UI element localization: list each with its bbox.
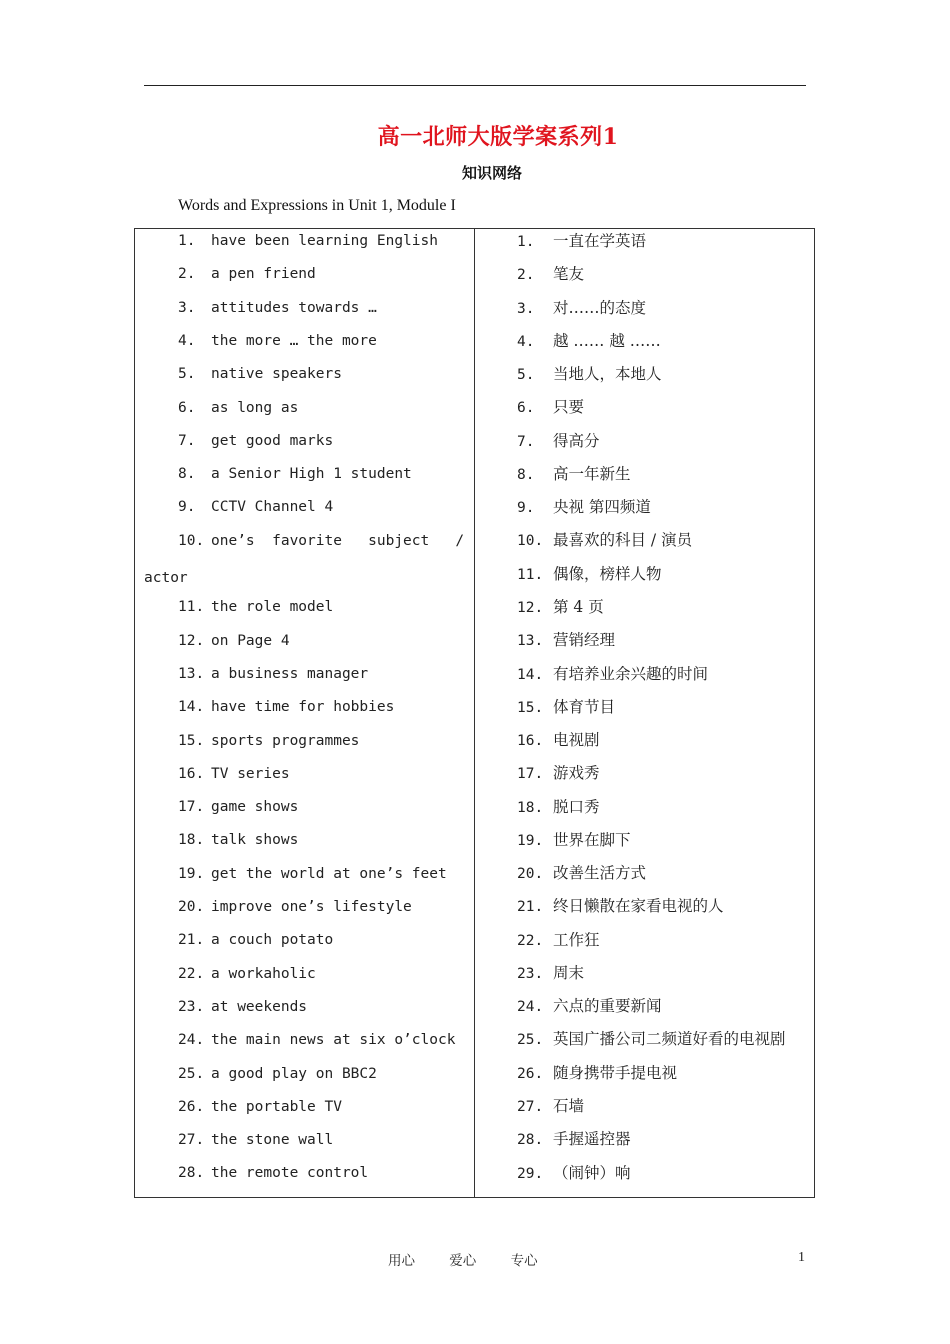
item-number: 14. [517, 666, 544, 683]
item-number: 11. [517, 566, 544, 583]
list-item [517, 763, 600, 784]
list-item [178, 697, 394, 717]
list-item [517, 664, 708, 685]
item-number: 24. [178, 1032, 205, 1049]
item-number: 2. [178, 266, 196, 283]
item-number: 23. [178, 998, 205, 1015]
item-number: 6. [517, 400, 535, 417]
item-number: 16. [517, 733, 544, 750]
item-number: 27. [517, 1099, 544, 1116]
list-item [178, 997, 307, 1017]
list-item [178, 398, 298, 418]
item-text: the main news at six o’clock [211, 1032, 456, 1049]
section-subtitle: 知识网络 [461, 164, 522, 182]
item-text: the stone wall [211, 1132, 334, 1149]
item-number: 9. [178, 499, 196, 516]
item-text: improve one’s lifestyle [211, 899, 412, 915]
item-number: 4. [517, 333, 535, 350]
item-text: attitudes towards … [211, 299, 377, 316]
item-text: one’s favorite subject / [211, 532, 465, 549]
item-text: the remote control [211, 1165, 369, 1182]
list-item [178, 964, 316, 984]
item-number: 10. [178, 532, 205, 549]
item-text: game shows [211, 799, 299, 816]
item-number: 22. [517, 932, 544, 949]
item-text: 世界在脚下 [553, 830, 631, 849]
item-number: 29. [517, 1165, 544, 1182]
list-item [178, 731, 359, 751]
item-number: 9. [517, 500, 535, 517]
item-text: a Senior High 1 student [211, 466, 412, 483]
list-item [517, 863, 646, 884]
item-text: have time for hobbies [211, 699, 395, 716]
list-item [517, 996, 662, 1017]
item-text: 高一年新生 [553, 464, 631, 483]
item-number: 3. [517, 300, 535, 317]
item-text: a pen friend [211, 266, 316, 283]
list-item [517, 1096, 584, 1117]
item-text: 只要 [553, 398, 585, 417]
item-number: 17. [178, 799, 205, 816]
item-number: 28. [517, 1132, 544, 1149]
item-number: 28. [178, 1165, 205, 1182]
item-text: 石墙 [553, 1097, 585, 1116]
item-number: 13. [178, 665, 205, 682]
item-number: 27. [178, 1132, 205, 1149]
footer-word: 用心 [388, 1253, 415, 1269]
item-text: 央视 第四频道 [553, 498, 651, 517]
item-text: a workaholic [211, 965, 316, 982]
item-text: 越 …… 越 …… [553, 331, 661, 350]
item-number: 15. [178, 732, 205, 749]
list-item [178, 764, 290, 784]
item-number: 14. [178, 699, 205, 716]
item-text: TV series [211, 765, 290, 782]
list-item [178, 231, 438, 251]
item-text: a couch potato [211, 932, 334, 949]
list-item [178, 1097, 342, 1117]
list-item [517, 331, 661, 352]
list-item [517, 896, 724, 917]
item-text: have been learning English [211, 233, 438, 249]
list-item [178, 497, 333, 517]
list-item [178, 1130, 333, 1150]
intro-line: Words and Expressions in Unit 1, Module I [178, 197, 456, 214]
item-text: 周末 [553, 963, 585, 982]
item-text: a business manager [211, 665, 369, 682]
item-number: 11. [178, 599, 205, 616]
header-rule [144, 85, 806, 86]
item-number: 10. [517, 533, 544, 550]
footer-word: 爱心 [449, 1253, 477, 1269]
item-number: 20. [178, 899, 205, 915]
list-item [178, 431, 333, 451]
list-item [178, 930, 333, 950]
item-number: 12. [178, 632, 205, 649]
list-item [178, 1163, 368, 1183]
list-item [178, 664, 368, 684]
item-text: 脱口秀 [553, 797, 600, 816]
item-text: 第 4 页 [553, 597, 604, 616]
item-number: 13. [517, 633, 544, 650]
page-number: 1 [798, 1250, 805, 1265]
item-number: 17. [517, 766, 544, 783]
item-text: 最喜欢的科目 / 演员 [553, 531, 693, 550]
page-title: 高一北师大版学案系列1 [377, 124, 619, 150]
list-item [517, 431, 600, 452]
item-number: 5. [517, 367, 535, 384]
list-item [517, 930, 600, 951]
item-text: sports programmes [211, 732, 360, 749]
list-item [517, 1163, 631, 1184]
item-text: on Page 4 [211, 632, 290, 649]
list-item [517, 1129, 631, 1150]
list-item [178, 264, 316, 284]
item-number: 4. [178, 332, 196, 349]
item-text: 得高分 [553, 431, 600, 450]
item-text: 营销经理 [553, 631, 616, 650]
item-text: as long as [211, 399, 299, 416]
item-text: 终日懒散在家看电视的人 [553, 897, 724, 916]
item-text: the more … the more [211, 332, 377, 349]
list-item [178, 1030, 455, 1050]
item-text: 工作狂 [553, 930, 600, 949]
item-number: 26. [517, 1065, 544, 1082]
item-number: 5. [178, 366, 196, 383]
item-text: 笔友 [553, 265, 585, 284]
list-item [517, 630, 615, 651]
list-item-continuation: actor [144, 570, 188, 586]
item-number: 25. [178, 1065, 205, 1082]
item-number: 19. [178, 865, 205, 882]
list-item [517, 231, 646, 252]
item-text: 体育节目 [553, 697, 616, 716]
list-item [178, 364, 342, 384]
item-number: 3. [178, 299, 196, 316]
item-number: 19. [517, 832, 544, 849]
footer-word: 专心 [510, 1253, 538, 1269]
item-number: 16. [178, 765, 205, 782]
item-number: 12. [517, 599, 544, 616]
item-number: 8. [178, 466, 196, 483]
item-number: 18. [178, 832, 205, 849]
list-item [517, 564, 662, 585]
item-number: 18. [517, 799, 544, 816]
list-item [517, 963, 584, 984]
item-number: 20. [517, 866, 544, 883]
item-text: the role model [211, 599, 334, 616]
item-text: get good marks [211, 432, 334, 449]
item-text: talk shows [211, 832, 299, 849]
item-text: a good play on BBC2 [211, 1065, 377, 1082]
list-item [517, 1029, 786, 1050]
list-item [517, 497, 651, 518]
list-item [178, 331, 377, 351]
item-text: 游戏秀 [553, 764, 600, 783]
item-number: 1. [178, 233, 196, 249]
item-number: 26. [178, 1098, 205, 1115]
list-item [517, 264, 584, 285]
column-divider [474, 228, 475, 1198]
item-number: 24. [517, 999, 544, 1016]
list-item [178, 531, 464, 551]
item-number: 7. [178, 432, 196, 449]
list-item [517, 730, 600, 751]
list-item [178, 1064, 377, 1084]
list-item [517, 530, 692, 551]
list-item [178, 597, 333, 617]
list-item [178, 631, 290, 651]
item-number: 21. [517, 899, 544, 916]
item-number: 8. [517, 466, 535, 483]
list-item [517, 597, 604, 618]
item-text: 改善生活方式 [553, 864, 647, 883]
item-text: 电视剧 [553, 731, 600, 750]
list-item [178, 298, 377, 318]
item-number: 1. [517, 234, 535, 250]
item-text: CCTV Channel 4 [211, 499, 334, 516]
item-text: native speakers [211, 366, 342, 383]
item-text: （闹钟）响 [553, 1163, 631, 1182]
list-item [178, 897, 412, 917]
item-text: the portable TV [211, 1098, 342, 1115]
list-item [178, 864, 447, 884]
item-number: 22. [178, 965, 205, 982]
list-item [517, 797, 600, 818]
list-item [517, 397, 584, 418]
item-text: 随身携带手提电视 [553, 1063, 678, 1082]
item-number: 7. [517, 433, 535, 450]
item-number: 21. [178, 932, 205, 949]
list-item [517, 298, 646, 319]
footer-motto [388, 1249, 568, 1269]
list-item [517, 364, 662, 385]
item-text: 当地人，本地人 [553, 365, 662, 384]
list-item [178, 797, 298, 817]
item-text: 六点的重要新闻 [553, 997, 662, 1016]
item-number: 6. [178, 399, 196, 416]
item-text: 手握遥控器 [553, 1130, 631, 1149]
item-text: 有培养业余兴趣的时间 [553, 664, 709, 683]
item-number: 25. [517, 1032, 544, 1049]
list-item [178, 464, 412, 484]
item-text: get the world at one’s feet [211, 865, 447, 882]
list-item [517, 697, 615, 718]
item-number: 15. [517, 699, 544, 716]
list-item [517, 830, 631, 851]
item-text: at weekends [211, 998, 308, 1015]
list-item [517, 1063, 677, 1084]
list-item [517, 464, 631, 485]
item-text: 偶像，榜样人物 [553, 564, 662, 583]
item-text: 一直在学英语 [553, 232, 647, 250]
item-text: 对……的态度 [553, 298, 647, 317]
item-number: 23. [517, 965, 544, 982]
list-item [178, 830, 298, 850]
item-number: 2. [517, 267, 535, 284]
item-text: 英国广播公司二频道好看的电视剧 [553, 1030, 786, 1049]
